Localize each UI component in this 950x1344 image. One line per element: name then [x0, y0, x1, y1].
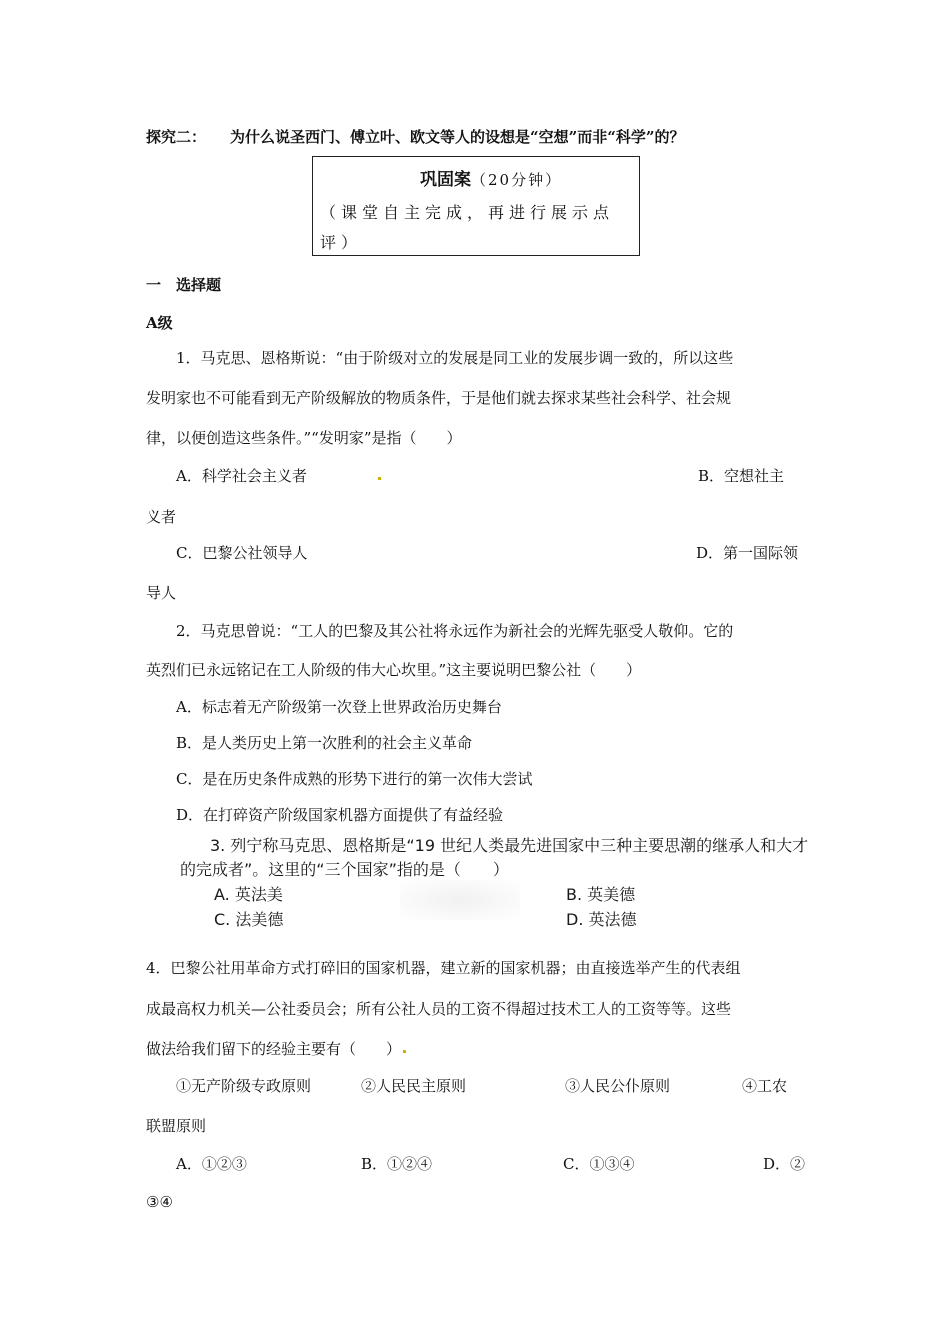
q4-option-a: A．①②③	[176, 1155, 247, 1173]
q2-option-a: A．标志着无产阶级第一次登上世界政治历史舞台	[176, 698, 502, 716]
q4-item-4-wrap: 联盟原则	[146, 1117, 207, 1135]
q1-line1: 1．马克思、恩格斯说：“由于阶级对立的发展是同工业的发展步调一致的，所以这些	[176, 349, 734, 367]
q1-option-b: B．空想社主	[698, 467, 785, 485]
q3-option-a: A. 英法美	[214, 885, 283, 904]
consolidation-time: （20分钟）	[471, 171, 563, 189]
q4-item-3: ③人民公仆原则	[565, 1077, 671, 1095]
consolidation-title-line	[420, 165, 562, 190]
q4-line3: 做法给我们留下的经验主要有（ ）	[146, 1040, 402, 1058]
stray-mark	[378, 477, 381, 480]
q1-option-a: A．科学社会主义者	[176, 467, 307, 485]
q3-option-c: C. 法美德	[214, 910, 284, 929]
q3-option-b: B. 英美德	[566, 885, 636, 904]
q4-line1: 4．巴黎公社用革命方式打碎旧的国家机器，建立新的国家机器；由直接选举产生的代表组	[146, 959, 741, 977]
q2-option-d: D．在打碎资产阶级国家机器方面提供了有益经验	[176, 806, 504, 824]
q4-item-1: ①无产阶级专政原则	[176, 1077, 312, 1095]
consolidation-note-line3: 评）	[320, 233, 363, 252]
q4-option-d-wrap: ③④	[146, 1193, 173, 1211]
q1-option-d-wrap: 导人	[146, 584, 177, 602]
q2-line2: 英烈们已永远铭记在工人阶级的伟大心坎里。”这主要说明巴黎公社（ ）	[146, 661, 642, 679]
q3-line1: 3. 列宁称马克思、恩格斯是“19 世纪人类最先进国家中三种主要思潮的继承人和大才	[210, 836, 809, 855]
q1-line3: 律，以便创造这些条件。”“发明家”是指（ ）	[146, 429, 462, 447]
section-heading: 一 选择题	[146, 276, 222, 294]
q2-line1: 2．马克思曾说：“工人的巴黎及其公社将永远作为新社会的光辉先驱受人敬仰。它的	[176, 622, 734, 640]
q2-option-b: B．是人类历史上第一次胜利的社会主义革命	[176, 734, 473, 752]
q4-line2: 成最高权力机关—公社委员会；所有公社人员的工资不得超过技术工人的工资等等。这些	[146, 1000, 732, 1018]
scan-smudge	[400, 880, 520, 920]
q4-item-4: ④工农	[742, 1077, 788, 1095]
consolidation-title: 巩固案	[420, 170, 471, 190]
explore2-label: 探究二：	[146, 128, 207, 146]
q1-line2: 发明家也不可能看到无产阶级解放的物质条件，于是他们就去探求某些社会科学、社会规	[146, 389, 732, 407]
explore2-question: 为什么说圣西门、傅立叶、欧文等人的设想是“空想”而非“科学”的？	[230, 128, 685, 146]
q4-item-2: ②人民民主原则	[361, 1077, 467, 1095]
stray-mark	[403, 1050, 406, 1053]
q1-option-c: C．巴黎公社领导人	[176, 544, 308, 562]
q3-line2: 的完成者”。这里的“三个国家”指的是（ ）	[180, 860, 509, 879]
level-label: A级	[146, 314, 173, 332]
q1-option-d: D．第一国际领	[696, 544, 799, 562]
q2-option-c: C．是在历史条件成熟的形势下进行的第一次伟大尝试	[176, 770, 533, 788]
q3-option-d: D. 英法德	[566, 910, 637, 929]
q4-option-b: B．①②④	[361, 1155, 433, 1173]
q4-option-c: C．①③④	[563, 1155, 635, 1173]
consolidation-note-line2: （课堂自主完成，再进行展示点	[320, 203, 615, 222]
q1-option-b-wrap: 义者	[146, 508, 177, 526]
q4-option-d: D．②	[763, 1155, 806, 1173]
